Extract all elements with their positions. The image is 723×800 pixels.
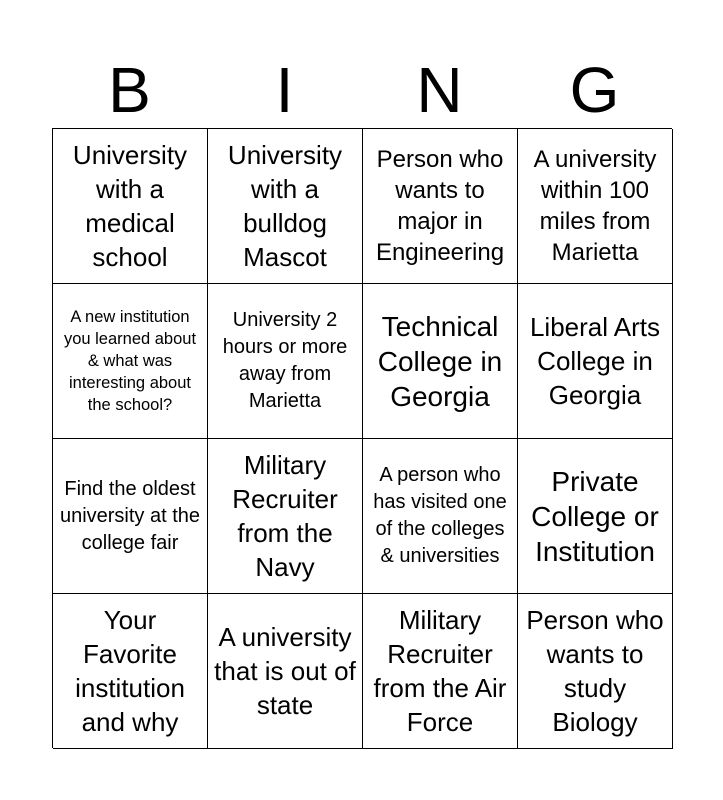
bingo-cell-r3c2[interactable] [208, 439, 363, 594]
bingo-cell-r2c3[interactable] [363, 284, 518, 439]
bingo-cell-r1c4[interactable] [518, 129, 673, 284]
cell-text: A university that is out of state [214, 622, 356, 720]
bingo-cell-r2c2[interactable] [208, 284, 363, 439]
header-letter-g: G [569, 54, 620, 126]
header-letter-i: I [275, 54, 294, 126]
bingo-cell-r4c4[interactable] [518, 594, 673, 749]
cell-text: Person who wants to study Biology [526, 605, 664, 737]
cell-text: University 2 hours or more away from Marietta [222, 309, 348, 412]
cell-text: Your Favorite institution and why [75, 605, 185, 737]
bingo-cell-r1c1[interactable] [53, 129, 208, 284]
bingo-cell-r3c3[interactable] [363, 439, 518, 594]
cell-text: A university within 100 miles from Marietta [533, 146, 657, 266]
bingo-grid [52, 128, 672, 748]
bingo-header [52, 52, 672, 128]
cell-text: Military Recruiter from the Air Force [373, 605, 507, 737]
cell-text: A new institution you learned about & what was interesting about the school? [63, 308, 197, 414]
cell-text: University with a bulldog Mascot [227, 140, 343, 272]
cell-text: Person who wants to major in Engineering [375, 146, 505, 266]
bingo-cell-r2c1[interactable] [53, 284, 208, 439]
cell-text: University with a medical school [72, 140, 188, 272]
header-letter-n: N [416, 54, 463, 126]
cell-text: Military Recruiter from the Navy [232, 450, 338, 582]
cell-text: Liberal Arts College in Georgia [529, 312, 661, 410]
bingo-cell-r1c2[interactable] [208, 129, 363, 284]
header-letter-b: B [108, 54, 151, 126]
cell-text: Technical College in Georgia [377, 310, 503, 412]
bingo-cell-r4c2[interactable] [208, 594, 363, 749]
bingo-cell-r4c1[interactable] [53, 594, 208, 749]
cell-text: Find the oldest university at the college fair [59, 477, 201, 554]
bingo-cell-r3c4[interactable] [518, 439, 673, 594]
bingo-cell-r3c1[interactable] [53, 439, 208, 594]
bingo-cell-r1c3[interactable] [363, 129, 518, 284]
cell-text: A person who has visited one of the colleges & universities [373, 464, 507, 567]
cell-text: Private College or Institution [531, 465, 659, 567]
bingo-cell-r4c3[interactable] [363, 594, 518, 749]
bingo-cell-r2c4[interactable] [518, 284, 673, 439]
